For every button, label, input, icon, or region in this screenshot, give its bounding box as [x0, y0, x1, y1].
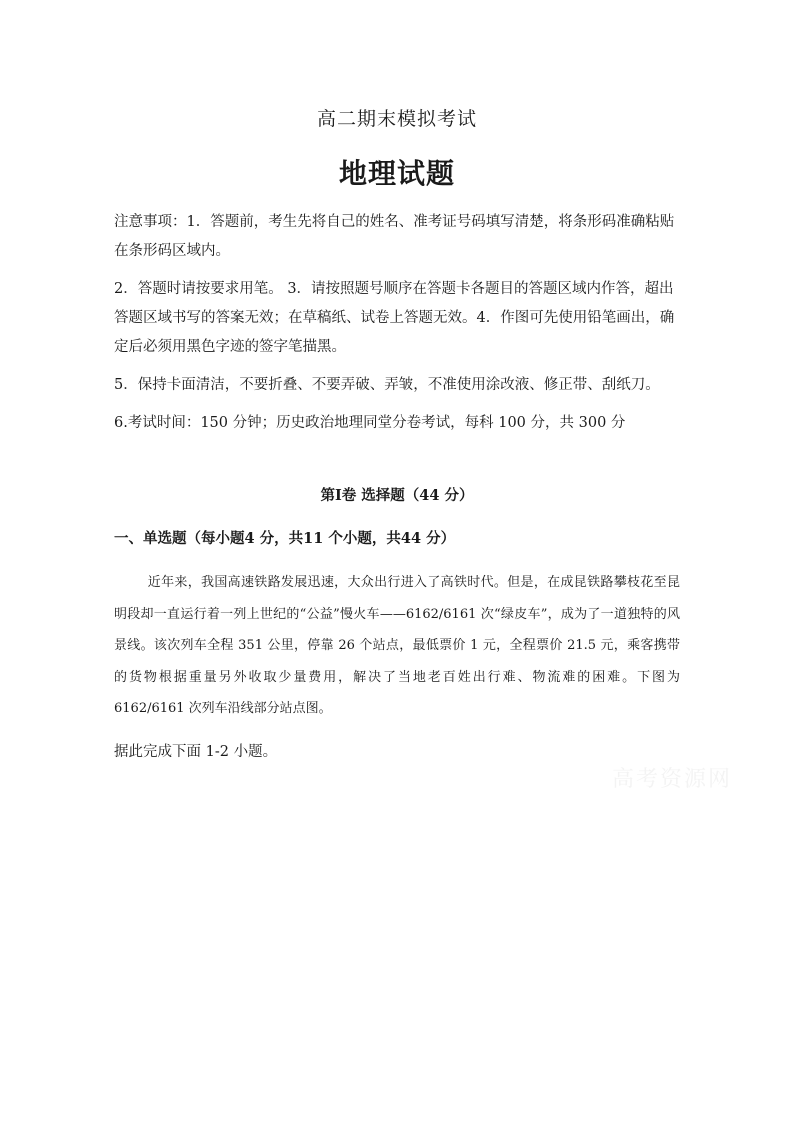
exam-title: 地理试题 [338, 157, 455, 190]
exam-subtitle: 高二期末模拟考试 [316, 108, 477, 130]
note-paragraph: 5．保持卡面清洁，不要折叠、不要弄破、弄皱，不准使用涂改液、修正带、刮纸刀。 [114, 377, 660, 393]
question-type-heading: 一、单选题（每小题4 分，共11 个小题，共44 分） [114, 530, 456, 547]
note-paragraph: 注意事项：1．答题前，考生先将自己的姓名、准考证号码填写清楚，将条形码准确粘贴在条形码区域内。 [114, 214, 675, 259]
note-paragraph: 2．答题时请按要求用笔。 3．请按照题号顺序在答题卡各题目的答题区域内作答，超出答题区域书写的答案无效；在草稿纸、试卷上答题无效。4．作图可先使用铅笔画出，确定后必须用黑色字迹的签字笔描黑。 [114, 281, 675, 355]
section-header: 第Ⅰ卷 选择题（44 分） [320, 487, 474, 504]
exam-notes [114, 208, 686, 447]
note-paragraph: 6.考试时间：150 分钟；历史政治地理同堂分卷考试，每科 100 分，共 300 分 [114, 415, 626, 431]
reading-passage: 近年来，我国高速铁路发展迅速，大众出行进入了高铁时代。但是，在成昆铁路攀枝花至昆明段却一直运行着一列上世纪的“公益”慢火车——6162/6161 次“绿皮车”，成为了一道独特的风景线。该次列车全程 351 公里，停靠 26 个站点，最低票价 1 元，全程票价 21.5 元，乘客携带的货物根据重量另外收取少量费用，解决了当地老百姓出行难、物流难的困难。下图为 6162/6161 次列车沿线部分站点图。 [114, 575, 680, 716]
watermark: 高考资源网 [612, 767, 733, 792]
question-instruction: 据此完成下面 1-2 小题。 [114, 744, 278, 760]
